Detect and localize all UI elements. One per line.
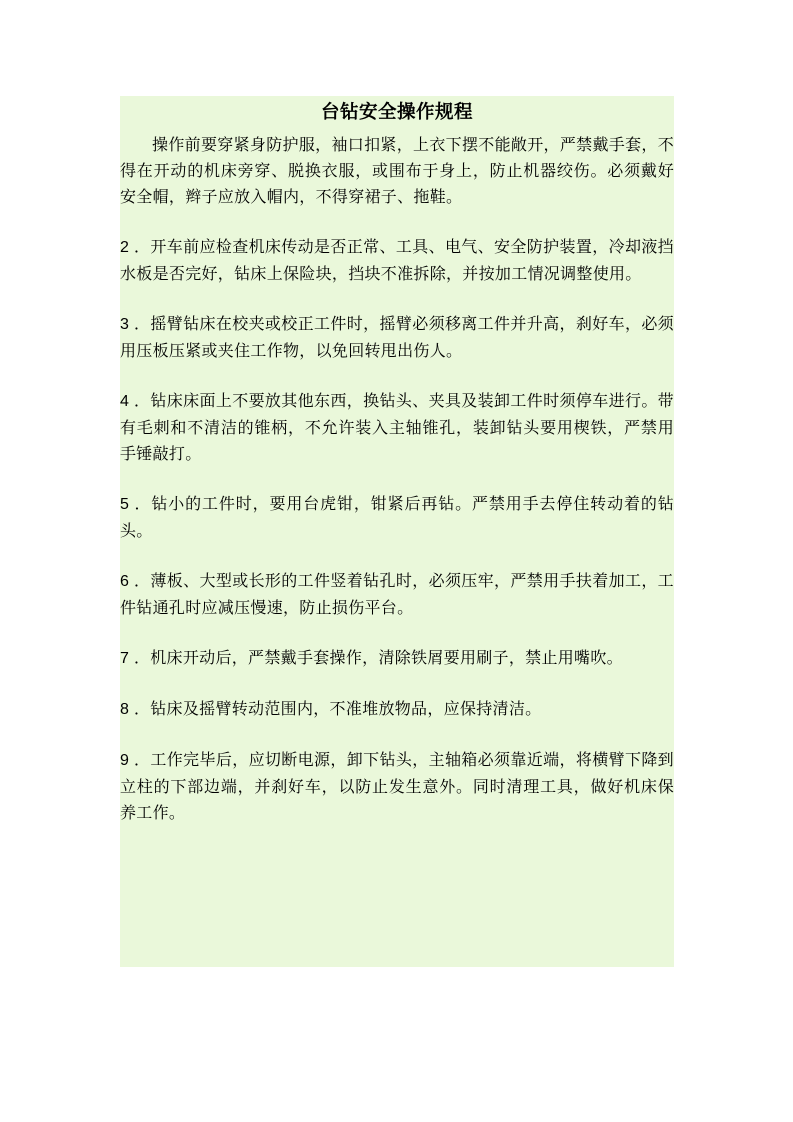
rule-item-5 — [120, 491, 674, 544]
rule-number: 4 ． — [120, 393, 151, 410]
rule-number: 6 ． — [120, 573, 151, 590]
document-body — [120, 96, 674, 967]
rule-item-9 — [120, 747, 674, 826]
rule-item-6 — [120, 568, 674, 621]
rule-item-8 — [120, 696, 674, 723]
rule-text: 薄板、大型或长形的工件竖着钻孔时，必须压牢，严禁用手扶着加工，工件钻通孔时应减压慢速，防止损伤平台。 — [120, 571, 674, 617]
rule-item-7 — [120, 645, 674, 672]
rule-number: 2 ． — [120, 239, 151, 256]
rule-number: 9 ． — [120, 752, 151, 769]
rule-text: 摇臂钻床在校夹或校正工件时，摇臂必须移离工件并升高，刹好车，必须用压板压紧或夹住工作物，以免回转甩出伤人。 — [120, 314, 674, 360]
rule-number: 5 ． — [120, 496, 152, 513]
rule-text: 钻小的工件时，要用台虎钳，钳紧后再钻。严禁用手去停住转动着的钻头。 — [120, 494, 674, 540]
rule-text: 钻床及摇臂转动范围内，不准堆放物品，应保持清洁。 — [150, 699, 542, 718]
rule-text: 开车前应检查机床传动是否正常、工具、电气、安全防护装置，冷却液挡水板是否完好，钻床上保险块，挡块不准拆除，并按加工情况调整使用。 — [120, 237, 674, 283]
rule-item-3 — [120, 311, 674, 364]
rule-number: 7 ． — [120, 650, 151, 667]
rule-text: 机床开动后，严禁戴手套操作，清除铁屑要用刷子，禁止用嘴吹。 — [150, 648, 623, 667]
rule-text: 钻床床面上不要放其他东西，换钻头、夹具及装卸工件时须停车进行。带有毛刺和不清洁的锥柄，不允许装入主轴锥孔，装卸钻头要用楔铁，严禁用手锤敲打。 — [120, 391, 674, 463]
intro-paragraph: 操作前要穿紧身防护服，袖口扣紧，上衣下摆不能敞开，严禁戴手套，不得在开动的机床旁穿、脱换衣服，或围布于身上，防止机器绞伤。必须戴好安全帽，辫子应放入帽内，不得穿裙子、拖鞋。 — [120, 135, 674, 206]
rule-number: 8 ． — [120, 701, 151, 718]
rule-item-2 — [120, 234, 674, 287]
rule-number: 3 ． — [120, 316, 151, 333]
document-title: 台钻安全操作规程 — [320, 102, 473, 123]
rule-item-4 — [120, 388, 674, 467]
rule-text: 工作完毕后，应切断电源，卸下钻头，主轴箱必须靠近端，将横臂下降到立柱的下部边端，并刹好车，以防止发生意外。同时清理工具，做好机床保养工作。 — [120, 750, 674, 822]
